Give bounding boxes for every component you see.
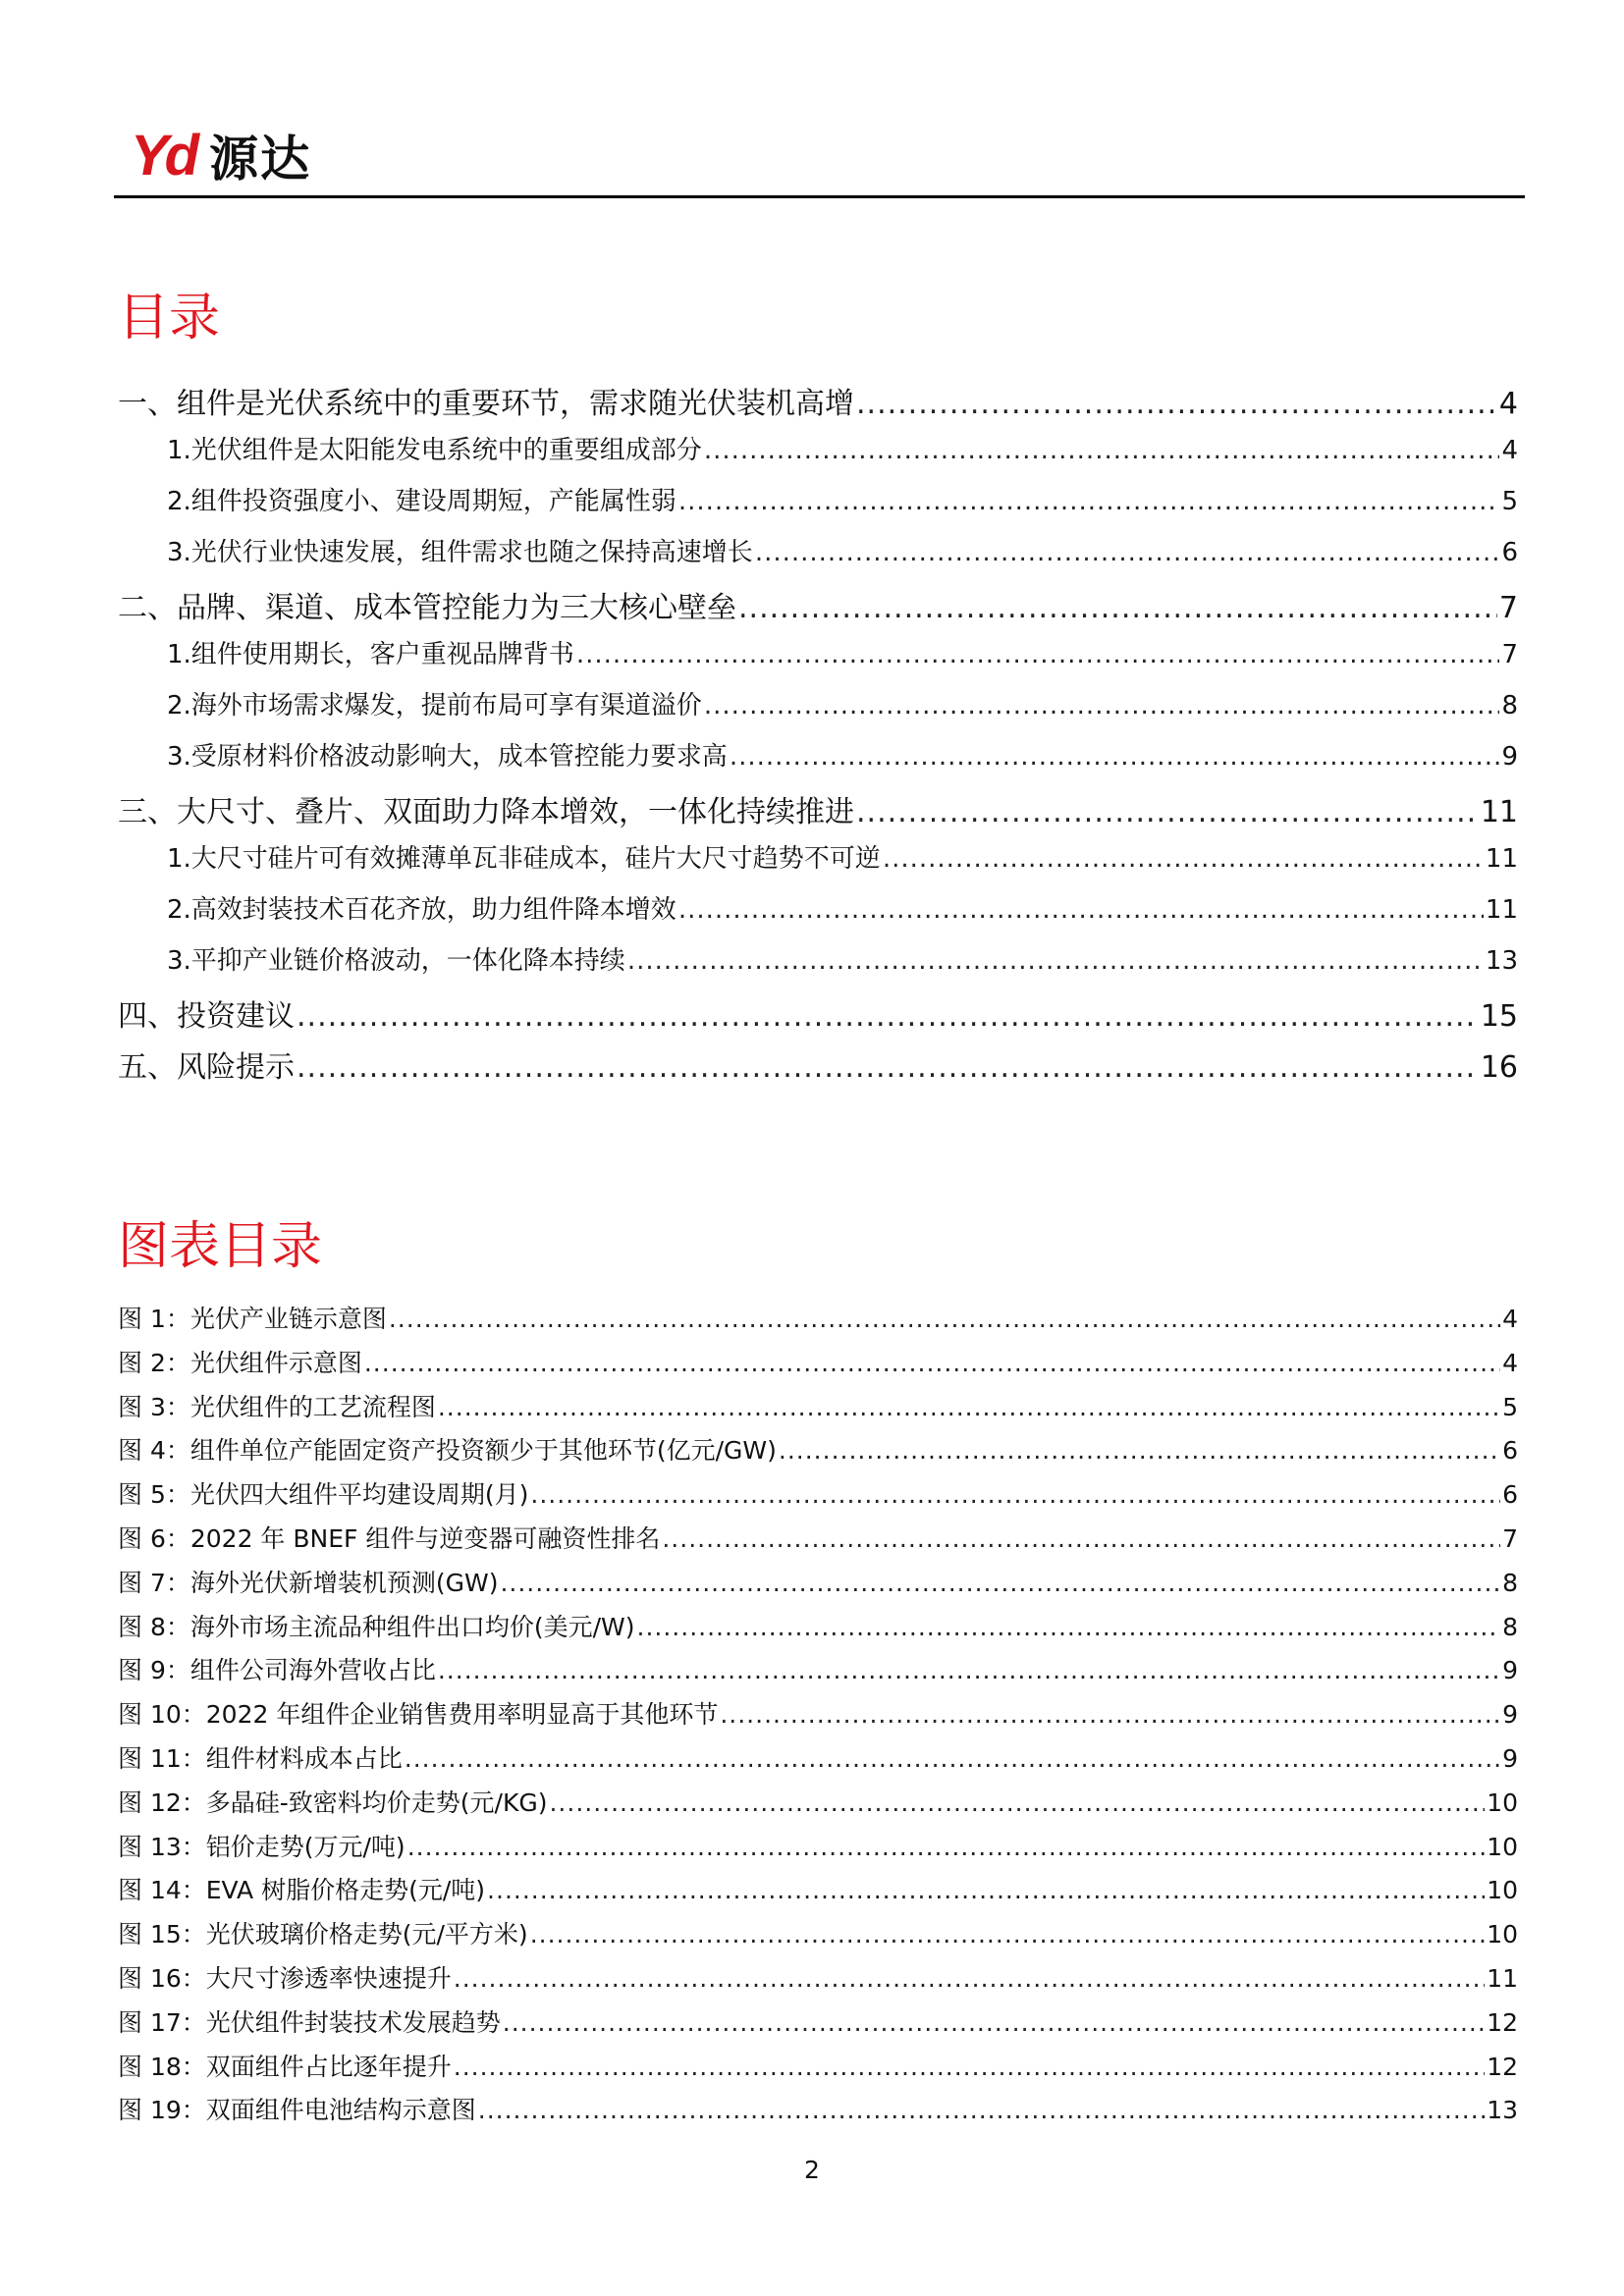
dot-leader bbox=[704, 691, 1500, 721]
toc-entry[interactable] bbox=[118, 379, 1518, 422]
dot-leader bbox=[856, 795, 1479, 829]
entry-page: 6 bbox=[1501, 538, 1518, 567]
figures-entry[interactable] bbox=[118, 1695, 1518, 1731]
toc-entry[interactable] bbox=[118, 787, 1518, 830]
entry-title: 一、组件是光伏系统中的重要环节，需求随光伏装机高增 bbox=[118, 387, 854, 421]
dot-leader bbox=[454, 1964, 1485, 1993]
toc-entry[interactable] bbox=[167, 634, 1518, 670]
dot-leader bbox=[755, 538, 1500, 567]
entry-page: 10 bbox=[1487, 1876, 1518, 1905]
entry-title: 图 3：光伏组件的工艺流程图 bbox=[118, 1392, 436, 1421]
figures-entry[interactable] bbox=[118, 1564, 1518, 1599]
entry-title: 1.光伏组件是太阳能发电系统中的重要组成部分 bbox=[167, 436, 702, 465]
dot-leader bbox=[576, 640, 1500, 669]
entry-page: 7 bbox=[1501, 640, 1518, 669]
figures-entry[interactable] bbox=[118, 1915, 1518, 1950]
entry-title: 2.组件投资强度小、建设周期短，产能属性弱 bbox=[167, 487, 677, 516]
toc-entry[interactable] bbox=[167, 736, 1518, 773]
entry-page: 6 bbox=[1502, 1436, 1518, 1466]
dot-leader bbox=[297, 1050, 1479, 1085]
dot-leader bbox=[297, 999, 1479, 1034]
entry-title: 三、大尺寸、叠片、双面助力降本增效，一体化持续推进 bbox=[118, 795, 854, 829]
entry-title: 图 12：多晶硅-致密料均价走势(元/KG) bbox=[118, 1788, 548, 1817]
dot-leader bbox=[438, 1393, 1500, 1421]
dot-leader bbox=[407, 1833, 1485, 1861]
dot-leader bbox=[438, 1656, 1500, 1684]
toc-entry[interactable] bbox=[167, 481, 1518, 517]
entry-title: 图 2：光伏组件示意图 bbox=[118, 1348, 362, 1377]
dot-leader bbox=[678, 487, 1500, 516]
toc-entry[interactable] bbox=[167, 685, 1518, 721]
entry-page: 11 bbox=[1485, 895, 1518, 925]
dot-leader bbox=[503, 2008, 1485, 2037]
entry-page: 13 bbox=[1485, 946, 1518, 976]
entry-title: 2.高效封装技术百花齐放，助力组件降本增效 bbox=[167, 895, 677, 925]
figures-entry[interactable] bbox=[118, 1431, 1518, 1467]
entry-page: 9 bbox=[1502, 1700, 1518, 1730]
entry-title: 图 11：组件材料成本占比 bbox=[118, 1744, 403, 1773]
figures-entry[interactable] bbox=[118, 2091, 1518, 2126]
figures-entry[interactable] bbox=[118, 1959, 1518, 1995]
figures-entry[interactable] bbox=[118, 1739, 1518, 1775]
entry-title: 五、风险提示 bbox=[118, 1050, 295, 1085]
entry-page: 8 bbox=[1502, 1612, 1518, 1641]
entry-page: 4 bbox=[1498, 387, 1518, 421]
dot-leader bbox=[454, 2053, 1485, 2081]
entry-title: 2.海外市场需求爆发，提前布局可享有渠道溢价 bbox=[167, 691, 702, 721]
entry-page: 12 bbox=[1487, 2007, 1518, 2037]
dot-leader bbox=[478, 2096, 1485, 2124]
toc-entry[interactable] bbox=[118, 991, 1518, 1035]
dot-leader bbox=[704, 436, 1500, 465]
logo-mark: Yd bbox=[131, 123, 196, 187]
entry-page: 11 bbox=[1485, 844, 1518, 874]
dot-leader bbox=[389, 1305, 1500, 1333]
figures-entry[interactable] bbox=[118, 1608, 1518, 1643]
entry-title: 图 6：2022 年 BNEF 组件与逆变器可融资性排名 bbox=[118, 1524, 661, 1553]
entry-title: 图 5：光伏四大组件平均建设周期(月) bbox=[118, 1480, 529, 1510]
dot-leader bbox=[364, 1349, 1500, 1377]
dot-leader bbox=[487, 1876, 1485, 1904]
entry-title: 图 8：海外市场主流品种组件出口均价(美元/W) bbox=[118, 1612, 635, 1641]
entry-title: 1.大尺寸硅片可有效摊薄单瓦非硅成本，硅片大尺寸趋势不可逆 bbox=[167, 844, 881, 874]
entry-title: 图 16：大尺寸渗透率快速提升 bbox=[118, 1964, 452, 1993]
entry-title: 四、投资建议 bbox=[118, 999, 295, 1034]
dot-leader bbox=[738, 591, 1497, 625]
figures-entry[interactable] bbox=[118, 1388, 1518, 1423]
toc-entry[interactable] bbox=[167, 838, 1518, 875]
entry-title: 图 17：光伏组件封装技术发展趋势 bbox=[118, 2007, 501, 2037]
dot-leader bbox=[779, 1436, 1500, 1465]
entry-title: 图 4：组件单位产能固定资产投资额少于其他环节(亿元/GW) bbox=[118, 1436, 777, 1466]
header-rule bbox=[114, 195, 1525, 198]
dot-leader bbox=[405, 1744, 1500, 1773]
toc-entry[interactable] bbox=[167, 532, 1518, 568]
entry-page: 4 bbox=[1502, 1305, 1518, 1333]
figures-entry[interactable] bbox=[118, 1520, 1518, 1555]
entry-title: 二、品牌、渠道、成本管控能力为三大核心壁垒 bbox=[118, 591, 736, 625]
dot-leader bbox=[530, 1920, 1485, 1949]
entry-title: 3.光伏行业快速发展，组件需求也随之保持高速增长 bbox=[167, 538, 753, 567]
entry-page: 10 bbox=[1487, 1832, 1518, 1861]
entry-page: 10 bbox=[1487, 1920, 1518, 1949]
entry-title: 图 7：海外光伏新增装机预测(GW) bbox=[118, 1568, 499, 1597]
entry-page: 12 bbox=[1487, 2052, 1518, 2081]
dot-leader bbox=[883, 844, 1484, 874]
entry-page: 7 bbox=[1502, 1524, 1518, 1553]
entry-title: 1.组件使用期长，客户重视品牌背书 bbox=[167, 640, 574, 669]
figures-entry[interactable] bbox=[118, 2003, 1518, 2039]
toc-entry[interactable] bbox=[167, 889, 1518, 926]
entry-title: 图 19：双面组件电池结构示意图 bbox=[118, 2096, 476, 2125]
dot-leader bbox=[637, 1613, 1501, 1641]
page-number: 2 bbox=[804, 2156, 820, 2184]
dot-leader bbox=[500, 1569, 1500, 1597]
dot-leader bbox=[730, 742, 1500, 772]
figures-entry[interactable] bbox=[118, 1871, 1518, 1906]
dot-leader bbox=[549, 1789, 1485, 1817]
entry-title: 图 15：光伏玻璃价格走势(元/平方米) bbox=[118, 1920, 528, 1949]
figures-entry[interactable] bbox=[118, 1475, 1518, 1511]
toc-entry[interactable] bbox=[167, 430, 1518, 466]
entry-page: 10 bbox=[1487, 1788, 1518, 1817]
entry-page: 5 bbox=[1502, 1392, 1518, 1421]
dot-leader bbox=[530, 1480, 1500, 1509]
logo bbox=[131, 123, 312, 187]
figures-title: 图表目录 bbox=[118, 1217, 323, 1276]
entry-title: 图 14：EVA 树脂价格走势(元/吨) bbox=[118, 1876, 486, 1905]
entry-title: 图 10：2022 年组件企业销售费用率明显高于其他环节 bbox=[118, 1700, 719, 1730]
toc-title: 目录 bbox=[118, 289, 221, 347]
figures-entry[interactable] bbox=[118, 1828, 1518, 1863]
figures-entry[interactable] bbox=[118, 1651, 1518, 1686]
entry-title: 3.平抑产业链价格波动，一体化降本持续 bbox=[167, 946, 625, 976]
entry-page: 4 bbox=[1502, 1348, 1518, 1377]
dot-leader bbox=[627, 946, 1484, 976]
entry-page: 11 bbox=[1480, 795, 1518, 829]
entry-page: 7 bbox=[1498, 591, 1518, 625]
toc-entry[interactable] bbox=[167, 940, 1518, 977]
entry-page: 15 bbox=[1480, 999, 1518, 1034]
dot-leader bbox=[678, 895, 1484, 925]
toc-entry[interactable] bbox=[118, 1042, 1518, 1086]
entry-page: 8 bbox=[1501, 691, 1518, 721]
figures-entry[interactable] bbox=[118, 1784, 1518, 1819]
entry-page: 5 bbox=[1501, 487, 1518, 516]
logo-name: 源达 bbox=[209, 131, 312, 187]
toc-entry[interactable] bbox=[118, 583, 1518, 626]
figures-entry[interactable] bbox=[118, 2048, 1518, 2083]
entry-title: 图 9：组件公司海外营收占比 bbox=[118, 1656, 436, 1685]
entry-page: 16 bbox=[1480, 1050, 1518, 1085]
dot-leader bbox=[720, 1700, 1500, 1729]
entry-page: 9 bbox=[1502, 1656, 1518, 1685]
dot-leader bbox=[662, 1524, 1500, 1553]
entry-page: 11 bbox=[1487, 1964, 1518, 1993]
entry-title: 3.受原材料价格波动影响大，成本管控能力要求高 bbox=[167, 742, 728, 772]
entry-page: 9 bbox=[1501, 742, 1518, 772]
figures-entry[interactable] bbox=[118, 1344, 1518, 1379]
entry-title: 图 18：双面组件占比逐年提升 bbox=[118, 2052, 452, 2081]
entry-page: 8 bbox=[1502, 1568, 1518, 1597]
entry-title: 图 13：铝价走势(万元/吨) bbox=[118, 1832, 406, 1861]
entry-page: 6 bbox=[1502, 1480, 1518, 1510]
entry-page: 13 bbox=[1487, 2096, 1518, 2125]
entry-title: 图 1：光伏产业链示意图 bbox=[118, 1305, 387, 1333]
entry-page: 9 bbox=[1502, 1744, 1518, 1773]
dot-leader bbox=[856, 387, 1497, 421]
entry-page: 4 bbox=[1501, 436, 1518, 465]
figures-entry[interactable] bbox=[118, 1300, 1518, 1335]
